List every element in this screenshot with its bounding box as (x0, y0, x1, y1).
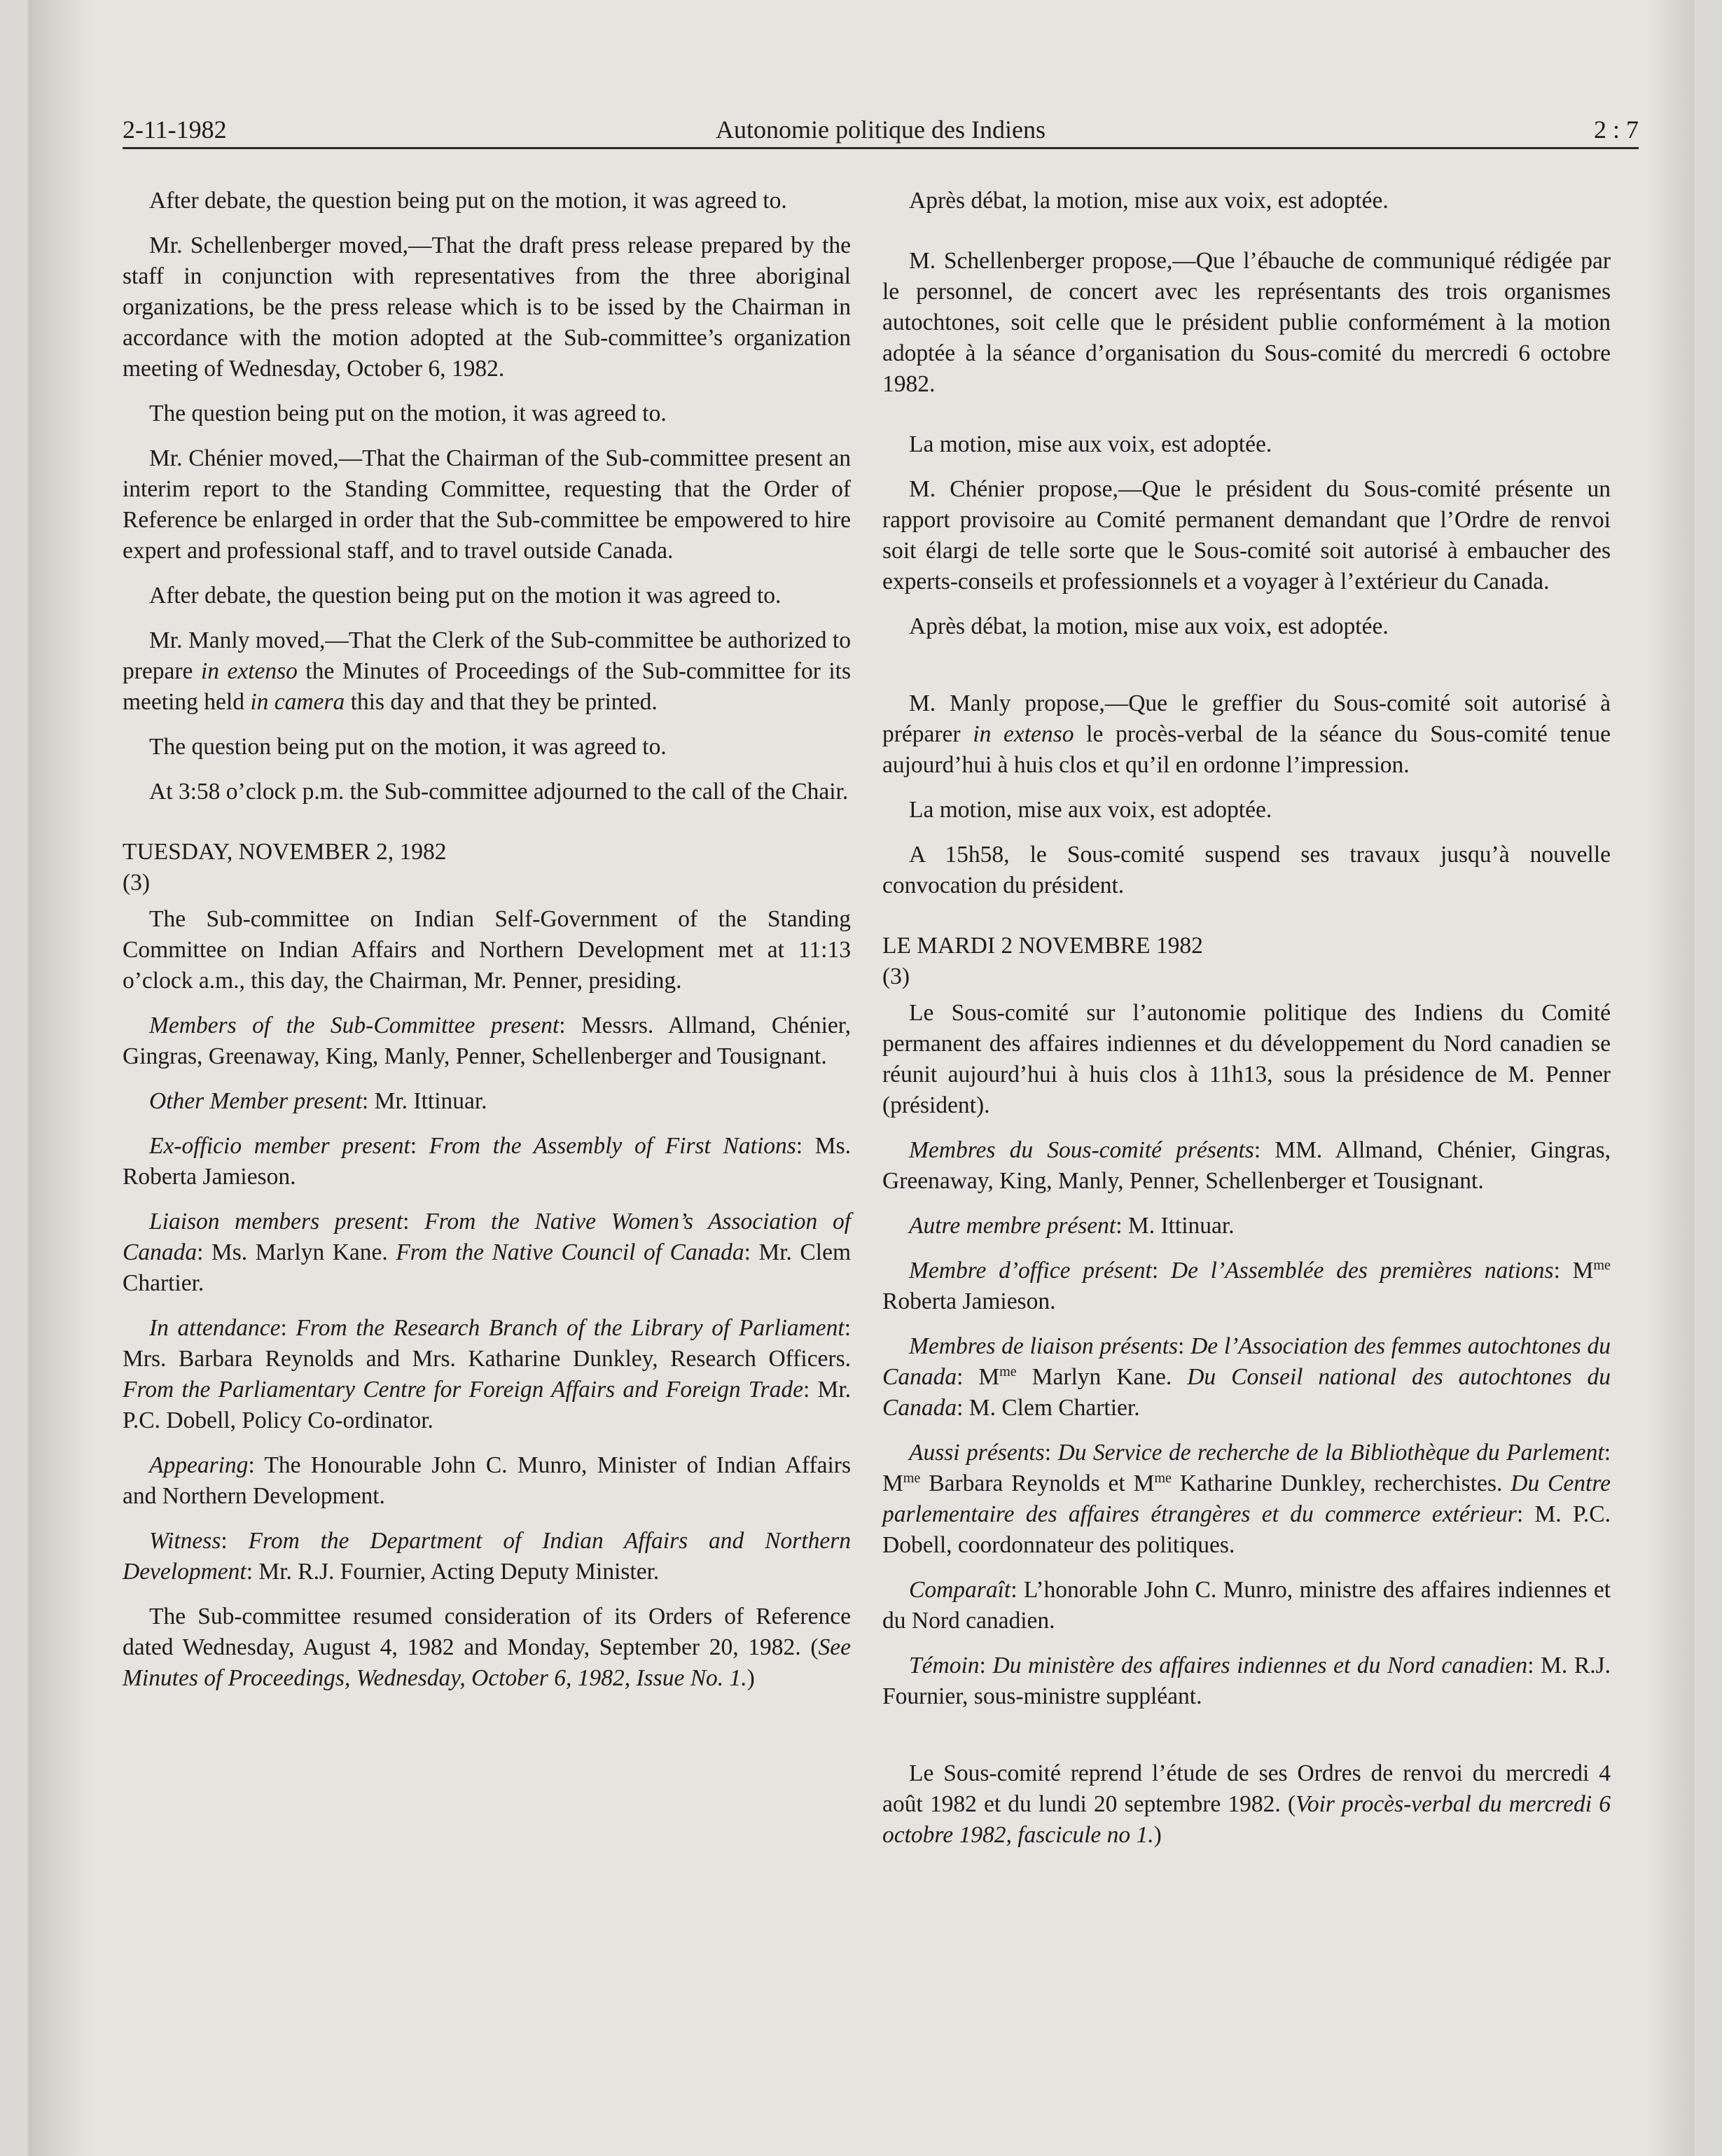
en-paragraph (123, 1526, 851, 1587)
fr-paragraph: M. Chénier propose,—Que le président du Sous-comité présente un rapport provisoire au Comité permanent demandant que l’Ordre de renvoi soit élargi de telle sorte que le Sous-comité soit autorisé à embaucher des experts-conseils et professionnels et a voyager à l’extérieur du Canada. (882, 476, 1611, 594)
text: Mr. Manly moved,—That the Clerk of the Sub-committee be authorized to prepare (123, 627, 851, 684)
text: : Mr. Ittinuar. (361, 1088, 487, 1114)
english-column (123, 186, 851, 1708)
italic-text: Appearing (149, 1452, 249, 1478)
italic-text: In attendance (149, 1315, 281, 1341)
italic-text: From the Assembly of First Nations (429, 1133, 796, 1159)
text: Katharine Dunkley, recherchistes. (1171, 1470, 1511, 1496)
en-paragraph (123, 1206, 851, 1299)
en-paragraph: Mr. Chénier moved,—That the Chairman of the Sub-committee present an interim report to the Standing Committee, requesting that the Order of Reference be enlarged in order that the Sub-committee be empowered to hire expert and professional staff, and to travel outside Canada. (123, 445, 851, 564)
italic-text: Du Conseil national des autochtones du Canada (882, 1364, 1611, 1421)
fr-paragraph: La motion, mise aux voix, est adoptée. (909, 431, 1272, 457)
fr-paragraph: Après débat, la motion, mise aux voix, est adoptée. (909, 188, 1389, 214)
en-paragraph (123, 1313, 851, 1436)
italic-text: See Minutes of Proceedings, Wednesday, October 6, 1982, Issue No. 1. (123, 1634, 851, 1691)
text: : Mr. Clem Chartier. (123, 1239, 852, 1296)
text: ) (1153, 1822, 1162, 1848)
fr-meeting-number: (3) (882, 964, 910, 989)
text: : Mrs. Barbara Reynolds and Mrs. Katharine Dunkley, Research Officers. (123, 1315, 851, 1372)
en-paragraph: After debate, the question being put on the motion, it was agreed to. (149, 188, 787, 214)
text: ) (747, 1665, 755, 1691)
text: : (403, 1209, 425, 1235)
en-paragraph: The Sub-committee on Indian Self-Government of the Standing Committee on Indian Affairs and Northern Development met at 11:13 o’clock a.m., this day, the Chairman, Mr. Penner, presiding. (123, 906, 851, 994)
header-date: 2-11-1982 (123, 116, 227, 144)
en-meeting-date: TUESDAY, NOVEMBER 2, 1982 (123, 839, 447, 865)
italic-text: From the Parliamentary Centre for Foreign Affairs and Foreign Trade (123, 1377, 803, 1403)
fr-paragraph: A 15h58, le Sous-comité suspend ses travaux jusqu’à nouvelle convocation du président. (882, 842, 1611, 898)
fr-paragraph (882, 1211, 1611, 1242)
fr-paragraph (882, 1135, 1611, 1197)
italic-text: Aussi présents (909, 1440, 1045, 1466)
text: : L’honorable John C. Munro, ministre des affaires indiennes et du Nord canadien. (882, 1577, 1611, 1634)
en-paragraph: Mr. Schellenberger moved,—That the draft press release prepared by the staff in conjunction with representatives from the three aboriginal organizations, be the press release which is to be issed by the Chairman in accordance with the motion adopted at the Sub-committee’s organization meeting of Wednesday, October 6, 1982. (123, 232, 851, 382)
text: : M (882, 1440, 1611, 1496)
text: : The Honourable John C. Munro, Minister of Indian Affairs and Northern Development. (123, 1452, 851, 1509)
text: : (1044, 1440, 1058, 1466)
text: : Ms. Roberta Jamieson. (123, 1133, 852, 1190)
italic-text: From the Native Council of Canada (396, 1239, 744, 1265)
text: : (410, 1133, 429, 1159)
en-paragraph (123, 1010, 851, 1072)
text: : (221, 1528, 249, 1554)
en-paragraph: The question being put on the motion, it was agreed to. (149, 401, 667, 426)
text: : M. P.C. Dobell, coordonnateur des politiques. (882, 1501, 1611, 1558)
text: : M (1553, 1258, 1594, 1284)
fr-paragraph (882, 1758, 1611, 1851)
superscript: me (1593, 1257, 1611, 1273)
fr-paragraph (882, 1256, 1611, 1317)
fr-paragraph (882, 688, 1611, 781)
text: : (979, 1653, 993, 1678)
italic-text: in camera (250, 689, 345, 715)
en-paragraph: The question being put on the motion, it was agreed to. (149, 734, 667, 760)
text: : M. Ittinuar. (1116, 1213, 1235, 1239)
en-paragraph (123, 625, 851, 718)
en-paragraph (123, 1131, 851, 1192)
header-page-number: 2 : 7 (1593, 116, 1639, 144)
fr-paragraph (882, 1438, 1611, 1561)
text: Barbara Reynolds et M (920, 1470, 1155, 1496)
en-paragraph (123, 1086, 851, 1117)
italic-text: Liaison members present (149, 1209, 403, 1235)
italic-text: Witness (149, 1528, 221, 1554)
running-header (123, 112, 1639, 149)
italic-text: Other Member present (149, 1088, 362, 1114)
fr-paragraph: Après débat, la motion, mise aux voix, est adoptée. (909, 613, 1389, 639)
document-page (28, 0, 1695, 2156)
italic-text: Membre d’office présent (909, 1258, 1152, 1284)
french-column (882, 186, 1611, 1865)
fr-paragraph (882, 1331, 1611, 1424)
text: Le Sous-comité reprend l’étude de ses Ordres de renvoi du mercredi 4 août 1982 et du lundi 20 septembre 1982. ( (882, 1760, 1611, 1817)
text: : Ms. Marlyn Kane. (197, 1239, 396, 1265)
italic-text: Membres du Sous-comité présents (909, 1137, 1254, 1163)
italic-text: in extenso (200, 658, 298, 684)
text: M. Manly propose,—Que le greffier du Sous-comité soit autorisé à préparer (882, 690, 1611, 747)
en-meeting-number: (3) (123, 870, 151, 896)
italic-text: Voir procès-verbal du mercredi 6 octobre 1982, fascicule no 1. (882, 1791, 1611, 1848)
text: : Mr. R.J. Fournier, Acting Deputy Minister. (246, 1559, 660, 1585)
italic-text: Témoin (909, 1653, 980, 1678)
italic-text: Members of the Sub-Committee present (149, 1013, 560, 1038)
italic-text: De l’Association des femmes autochtones du Canada (882, 1333, 1611, 1390)
text: : Mr. P.C. Dobell, Policy Co-ordinator. (123, 1377, 852, 1433)
fr-meeting-date: LE MARDI 2 NOVEMBRE 1982 (882, 933, 1203, 959)
en-paragraph: After debate, the question being put on the motion it was agreed to. (149, 583, 782, 608)
italic-text: Membres de liaison présents (909, 1333, 1179, 1359)
text: Marlyn Kane. (1016, 1364, 1188, 1390)
italic-text: Du Service de recherche de la Bibliothèque du Parlement (1057, 1440, 1604, 1466)
text: : M (957, 1364, 1000, 1390)
italic-text: From the Native Women’s Association of Canada (123, 1209, 851, 1265)
text: this day and that they be printed. (345, 689, 658, 715)
text: : MM. Allmand, Chénier, Gingras, Greenaway, King, Manly, Penner, Schellenberger et Tousignant. (882, 1137, 1611, 1194)
text: : M. R.J. Fournier, sous-ministre suppléant. (882, 1653, 1611, 1709)
fr-paragraph (882, 1575, 1611, 1636)
text: : (1178, 1333, 1191, 1359)
text: le procès-verbal de la séance du Sous-comité tenue aujourd’hui à huis clos et qu’il en ordonne l’impression. (882, 721, 1611, 778)
text: : (1151, 1258, 1171, 1284)
italic-text: Ex-officio member present (149, 1133, 410, 1159)
superscript: me (1154, 1470, 1172, 1486)
italic-text: Du Centre parlementaire des affaires étrangères et du commerce extérieur (882, 1470, 1611, 1527)
fr-paragraph: M. Schellenberger propose,—Que l’ébauche de communiqué rédigée par le personnel, de concert avec les représentants des trois organismes autochtones, soit celle que le président publie conformément à la motion adoptée à la séance d’organisation du Sous-comité du mercredi 6 octobre 1982. (882, 248, 1611, 397)
text: : M. Clem Chartier. (957, 1395, 1140, 1421)
fr-paragraph: Le Sous-comité sur l’autonomie politique des Indiens du Comité permanent des affaires indiennes et du développement du Nord canadien se réunit aujourd’hui à huis clos à 11h13, sous la présidence de M. Penner (président). (882, 1000, 1611, 1118)
italic-text: in extenso (973, 721, 1074, 747)
italic-text: From the Department of Indian Affairs and Northern Development (123, 1528, 852, 1585)
en-paragraph (123, 1450, 851, 1512)
text: Roberta Jamieson. (882, 1288, 1056, 1314)
italic-text: Comparaît (909, 1577, 1011, 1603)
en-paragraph (123, 1601, 851, 1694)
fr-paragraph: La motion, mise aux voix, est adoptée. (909, 797, 1272, 823)
italic-text: From the Research Branch of the Library of Parliament (296, 1315, 845, 1341)
italic-text: Du ministère des affaires indiennes et du Nord canadien (992, 1653, 1528, 1678)
italic-text: Autre membre présent (909, 1213, 1116, 1239)
superscript: me (999, 1363, 1017, 1379)
fr-paragraph (882, 1650, 1611, 1712)
text: the Minutes of Proceedings of the Sub-committee for its meeting held (123, 658, 852, 715)
text: : (280, 1315, 296, 1341)
text: : Messrs. Allmand, Chénier, Gingras, Greenaway, King, Manly, Penner, Schellenberger and Tousignant. (123, 1013, 851, 1069)
italic-text: De l’Assemblée des premières nations (1170, 1258, 1554, 1284)
header-title: Autonomie politique des Indiens (716, 116, 1046, 144)
superscript: me (903, 1470, 921, 1486)
en-paragraph: At 3:58 o’clock p.m. the Sub-committee adjourned to the call of the Chair. (149, 779, 849, 805)
text: The Sub-committee resumed consideration of its Orders of Reference dated Wednesday, August 4, 1982 and Monday, September 20, 1982. ( (123, 1604, 851, 1660)
